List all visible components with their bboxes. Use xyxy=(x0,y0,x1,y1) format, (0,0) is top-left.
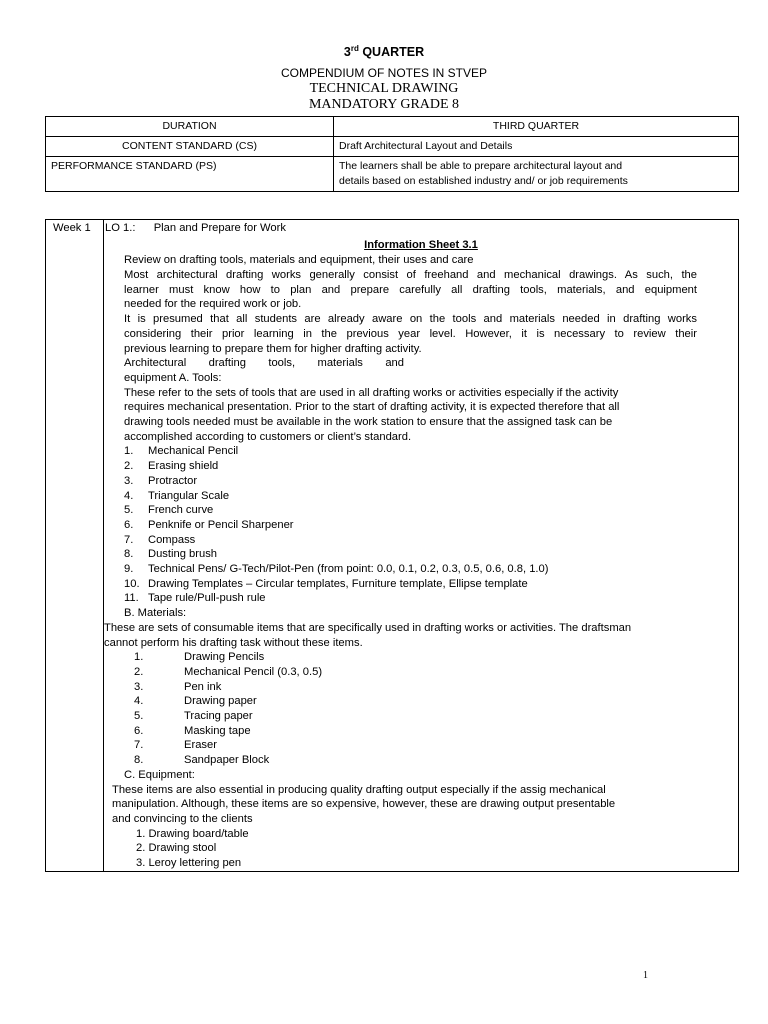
page-number: 1 xyxy=(643,970,648,981)
list-item xyxy=(124,591,266,606)
list-text: Erasing shield xyxy=(148,460,219,473)
list-item xyxy=(124,562,548,577)
list-item xyxy=(124,503,213,518)
paragraph-line: learner must know how to plan and prepare carefully all drafting tools, materials, and equipment xyxy=(124,283,697,296)
performance-standard-value xyxy=(334,157,739,192)
list-item: 3. Leroy lettering pen xyxy=(136,857,242,869)
content-standard-label: CONTENT STANDARD (CS) xyxy=(46,137,334,157)
paragraph-line: accomplished according to customers or client’s standard. xyxy=(124,430,412,443)
table-row xyxy=(46,137,739,157)
list-text: Drawing Pencils xyxy=(184,651,265,664)
list-text: Penknife or Pencil Sharpener xyxy=(148,518,294,531)
list-text: Mechanical Pencil (0.3, 0.5) xyxy=(184,665,323,678)
paragraph-line: requires mechanical presentation. Prior to the start of drafting activity, it is expected therefore that all xyxy=(124,401,620,414)
list-item xyxy=(124,533,195,548)
paragraph-line: It is presumed that all students are already aware on the tools and materials needed in drafting works xyxy=(124,313,697,326)
list-text: Tracing paper xyxy=(184,710,253,722)
list-item xyxy=(134,724,251,739)
list-text: Masking tape xyxy=(184,724,251,737)
list-number: 6. xyxy=(134,724,144,737)
duration-value: THIRD QUARTER xyxy=(334,117,739,137)
list-text: Pen ink xyxy=(184,680,222,693)
list-number: 5. xyxy=(124,504,134,517)
compendium-title: COMPENDIUM OF NOTES IN STVEP xyxy=(280,66,487,80)
paragraph-line: These refer to the sets of tools that are used in all drafting works or activities especially if the activity xyxy=(124,386,619,399)
list-item xyxy=(134,709,253,724)
list-item xyxy=(124,518,294,533)
paragraph-line: previous learning to prepare them for higher drafting activity. xyxy=(124,342,422,355)
table-row xyxy=(46,157,739,192)
list-number: 3. xyxy=(124,474,134,487)
table-row xyxy=(46,117,739,137)
list-item xyxy=(124,444,238,459)
list-text: Drawing paper xyxy=(184,695,257,708)
section-heading-line: equipment A. Tools: xyxy=(124,371,222,384)
quarter-ordinal: rd xyxy=(350,44,359,53)
quarter-word: QUARTER xyxy=(362,45,425,60)
paragraph-line: and convincing to the clients xyxy=(112,812,253,825)
list-number: 1. xyxy=(134,651,144,664)
duration-label: DURATION xyxy=(46,117,334,137)
list-number: 7. xyxy=(124,533,134,546)
standards-table xyxy=(45,116,739,192)
list-text: French curve xyxy=(148,504,214,517)
list-number: 7. xyxy=(134,739,144,752)
performance-standard-line: The learners shall be able to prepare architectural layout and xyxy=(339,160,623,172)
performance-standard-label: PERFORMANCE STANDARD (PS) xyxy=(46,157,334,192)
quarter-number: 3 xyxy=(343,45,351,60)
list-text: Technical Pens/ G-Tech/Pilot-Pen (from point: 0.0, 0.1, 0.2, 0.3, 0.5, 0.6, 0.8, 1.0) xyxy=(148,563,549,575)
list-item xyxy=(124,474,197,489)
paragraph-line: drawing tools needed must be available in the work station to ensure that the assigned task can be xyxy=(124,416,613,428)
list-item xyxy=(134,753,269,768)
list-number: 3. xyxy=(134,680,144,693)
list-text: Protractor xyxy=(148,474,198,487)
list-text: Tape rule/Pull-push rule xyxy=(148,592,266,605)
list-number: 2. xyxy=(124,460,134,473)
list-number: 4. xyxy=(124,489,134,502)
list-number: 9. xyxy=(124,563,134,575)
list-item xyxy=(124,547,217,562)
list-item: 2. Drawing stool xyxy=(136,842,217,855)
lo-title: Plan and Prepare for Work xyxy=(153,222,286,234)
list-number: 10. xyxy=(124,577,140,590)
list-number: 1. xyxy=(124,445,134,458)
week-section xyxy=(45,219,739,872)
list-text: Compass xyxy=(148,533,196,546)
lo-code: LO 1.: xyxy=(105,222,136,234)
list-item xyxy=(124,489,229,504)
week-column xyxy=(46,220,104,871)
list-number: 2. xyxy=(134,665,144,678)
list-text: Mechanical Pencil xyxy=(148,445,239,458)
list-text: Dusting brush xyxy=(148,548,218,561)
list-number: 5. xyxy=(134,710,144,722)
subject-title: TECHNICAL DRAWING xyxy=(309,81,459,96)
list-item xyxy=(134,680,221,695)
list-item xyxy=(124,577,528,592)
paragraph-line: manipulation. Although, these items are so expensive, however, these are drawing output presentable xyxy=(112,798,616,811)
list-item xyxy=(134,665,322,680)
paragraph-line: These are sets of consumable items that are specifically used in drafting works or activities. The draftsman xyxy=(104,621,632,634)
list-number: 4. xyxy=(134,695,144,708)
materials-heading: B. Materials: xyxy=(124,607,187,620)
list-number: 8. xyxy=(124,548,134,561)
list-number: 6. xyxy=(124,518,134,531)
week-label: Week 1 xyxy=(53,222,91,234)
list-number: 11. xyxy=(124,592,139,605)
content-standard-value: Draft Architectural Layout and Details xyxy=(334,137,739,157)
paragraph-line: considering their prior learning in the previous year level. However, it is necessary to review their xyxy=(124,327,697,340)
list-text: Eraser xyxy=(184,739,217,752)
review-line: Review on drafting tools, materials and equipment, their uses and care xyxy=(124,254,474,266)
section-heading-line: Architectural drafting tools, materials and xyxy=(124,357,404,370)
quarter-heading xyxy=(0,44,768,59)
grade-title: MANDATORY GRADE 8 xyxy=(308,97,460,112)
information-sheet-title: Information Sheet 3.1 xyxy=(364,239,478,251)
list-text: Triangular Scale xyxy=(148,489,230,502)
equipment-heading: C. Equipment: xyxy=(124,768,195,781)
list-item xyxy=(134,694,257,709)
learning-outcome xyxy=(105,221,286,236)
paragraph-line: Most architectural drafting works generally consist of freehand and mechanical drawings. As such, the xyxy=(124,269,697,281)
list-text: Sandpaper Block xyxy=(184,754,270,767)
list-text: Drawing Templates – Circular templates, Furniture template, Ellipse template xyxy=(148,577,528,590)
paragraph-line: These items are also essential in producing quality drafting output especially if the assig mechanical xyxy=(112,783,606,796)
list-item xyxy=(134,738,217,753)
list-item xyxy=(124,459,218,474)
list-item xyxy=(134,650,264,665)
performance-standard-line: details based on established industry and/ or job requirements xyxy=(339,175,628,187)
paragraph-line: needed for the required work or job. xyxy=(124,298,302,311)
week-content xyxy=(104,220,738,871)
paragraph-line: cannot perform his drafting task without these items. xyxy=(104,636,363,649)
list-item: 1. Drawing board/table xyxy=(136,827,249,840)
list-number: 8. xyxy=(134,754,144,767)
